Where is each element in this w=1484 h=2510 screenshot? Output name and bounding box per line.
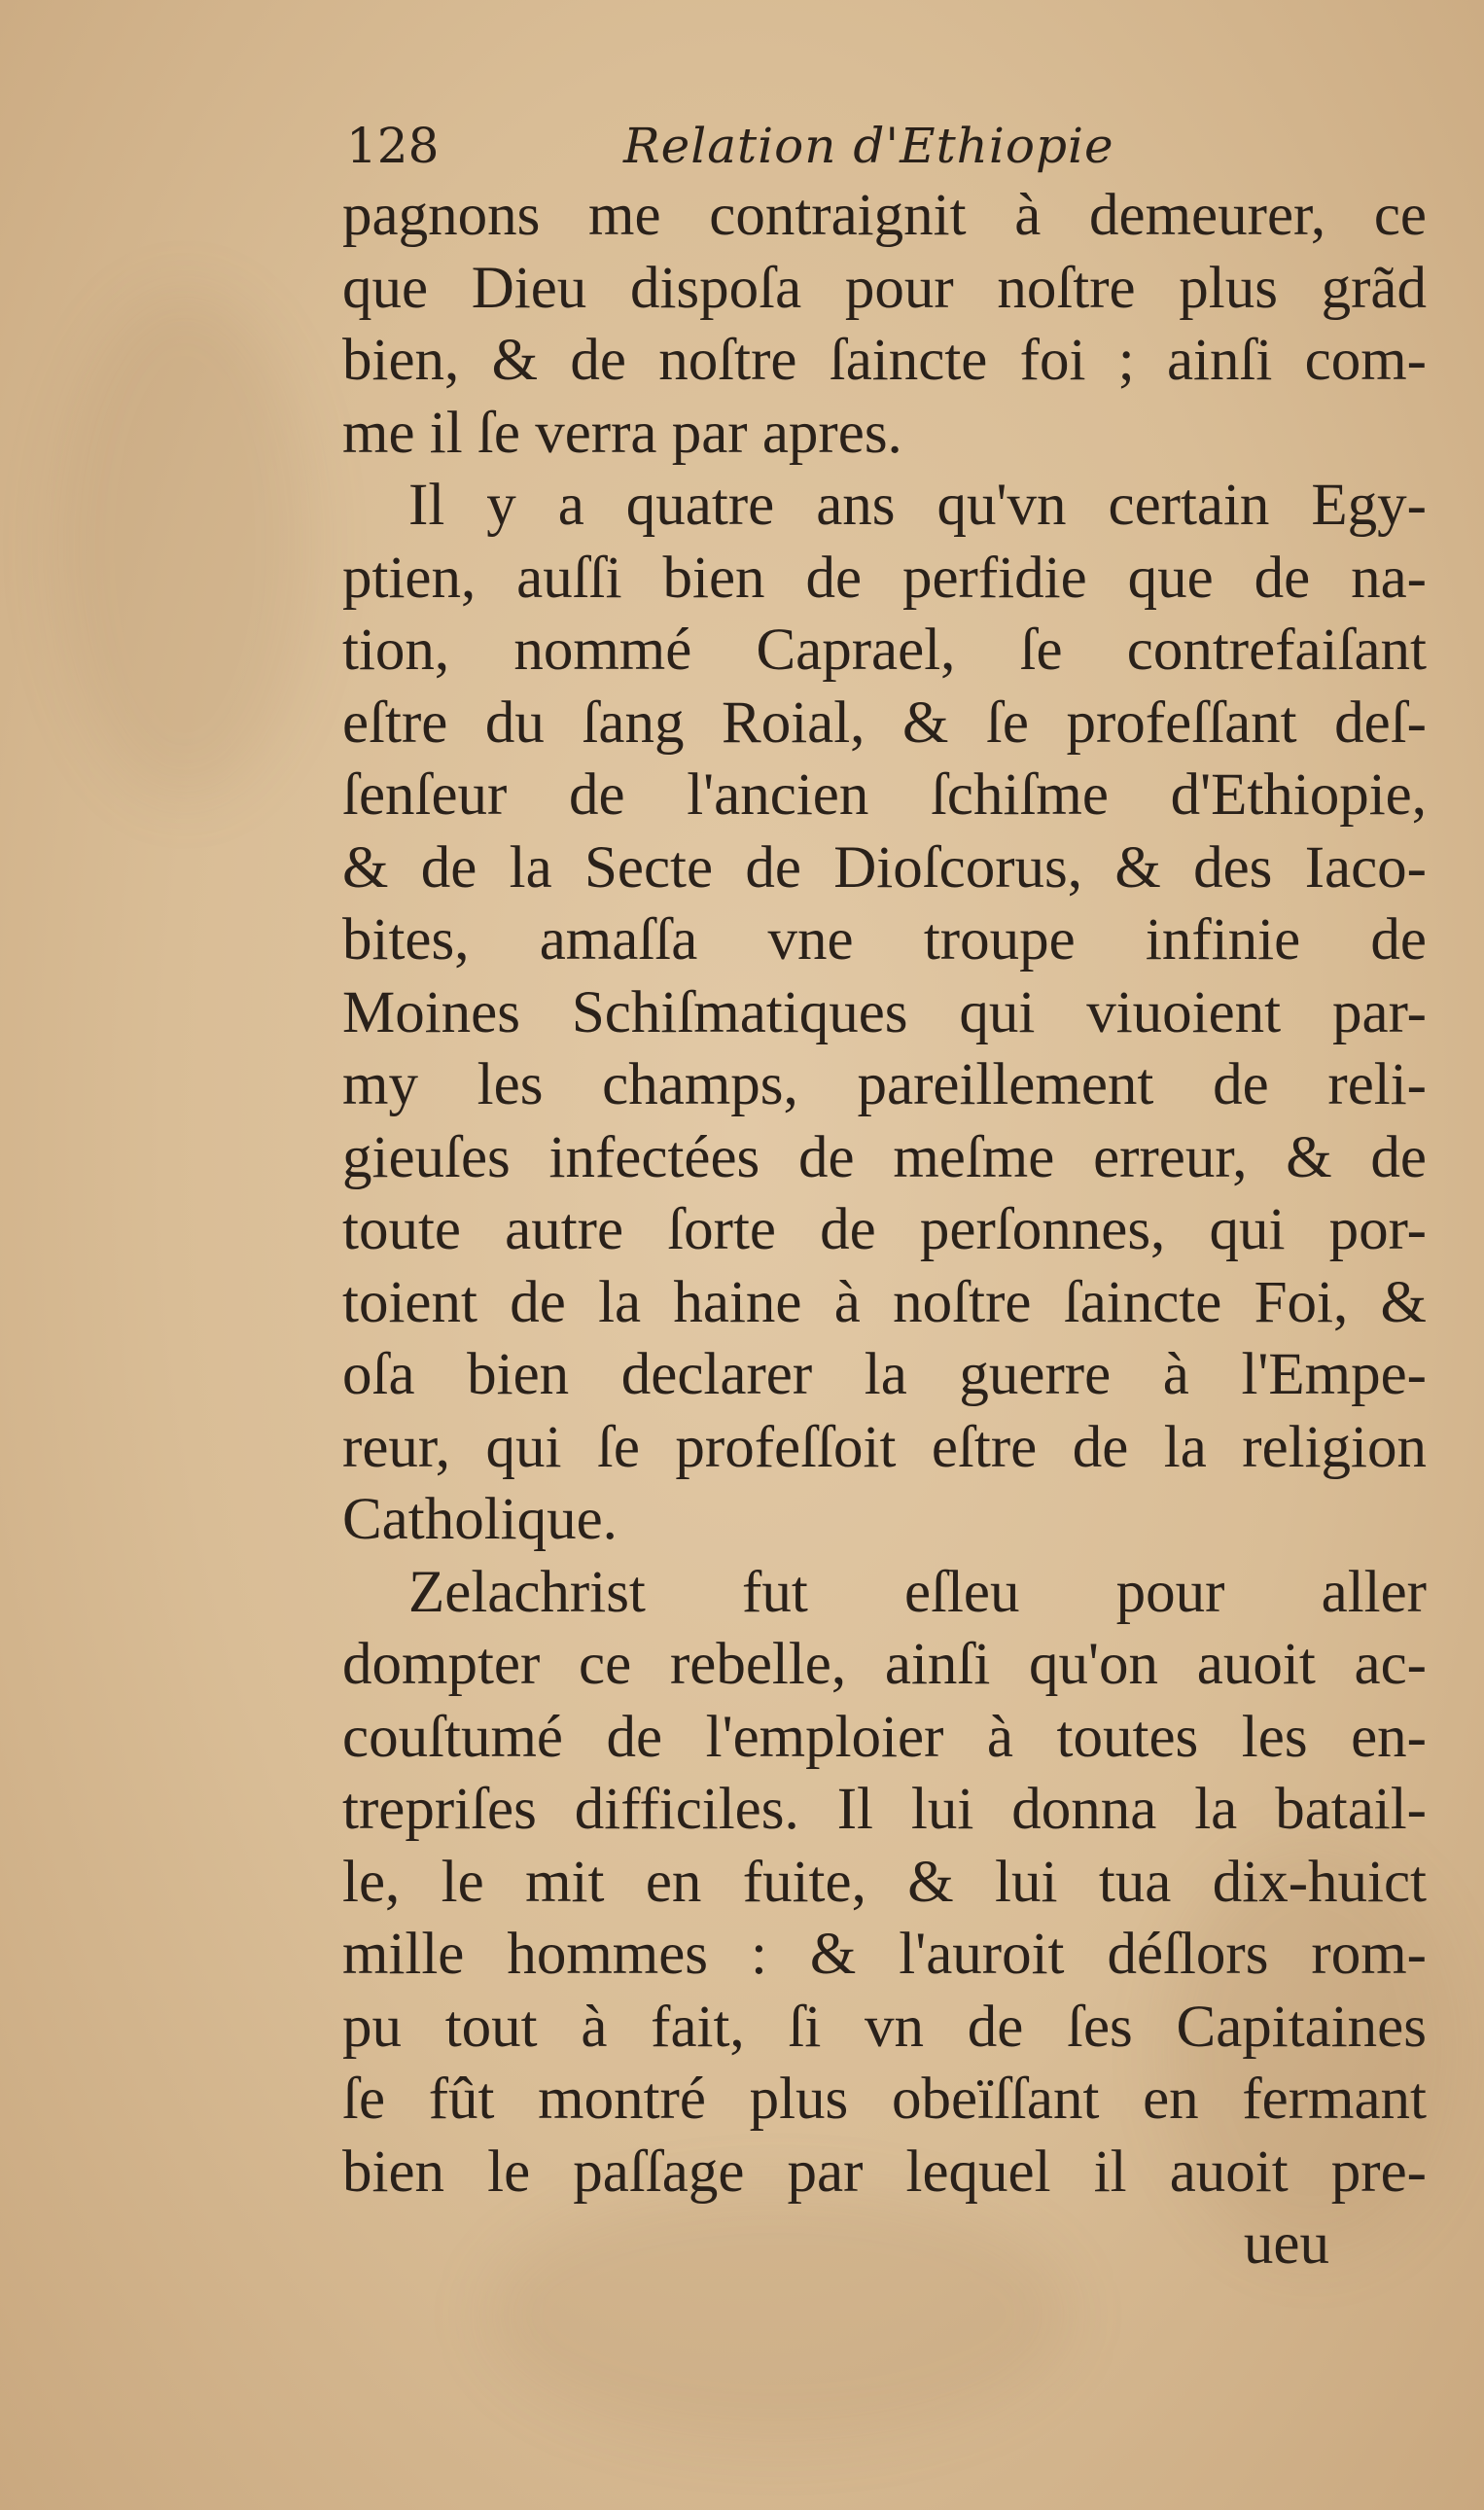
text-line: couſtumé de l'emploier à toutes les en- — [342, 1704, 1427, 1770]
text-line: Zelachrist fut eſleu pour aller — [408, 1559, 1427, 1625]
text-line: Il y a quatre ans qu'vn certain Egy- — [408, 473, 1427, 538]
text-line: ſe fût montré plus obeïſſant en fermant — [342, 2067, 1427, 2132]
text-line: Catholique. — [342, 1487, 618, 1552]
text-line: bien le paſſage par lequel il auoit pre- — [342, 2139, 1427, 2205]
text-line: toute autre ſorte de perſonnes, qui por- — [342, 1197, 1427, 1262]
text-line: mille hommes : & l'auroit déſlors rom- — [342, 1922, 1427, 1987]
text-line: Moines Schiſmatiques qui viuoient par- — [342, 979, 1427, 1045]
page-body — [342, 180, 1427, 2281]
page-header — [346, 107, 1416, 185]
text-line: bites, amaſſa vne troupe infinie de — [342, 907, 1427, 972]
text-line: que Dieu dispoſa pour noſtre plus grãd — [342, 255, 1427, 321]
text-line: gieuſes infectées de meſme erreur, & de — [342, 1124, 1427, 1190]
text-line: me il ſe verra par apres. — [342, 400, 902, 466]
running-title: Relation d'Ethiopie — [623, 118, 1114, 174]
text-line: ptien, auſſi bien de perfidie que de na- — [342, 545, 1427, 611]
paper-stain — [58, 292, 311, 797]
text-line: reur, qui ſe profeſſoit eſtre de la religion — [342, 1414, 1427, 1480]
text-line: trepriſes difficiles. Il lui donna la batail- — [342, 1777, 1427, 1842]
text-line: le, le mit en fuite, & lui tua dix-huict — [342, 1849, 1427, 1915]
page-number: 128 — [346, 118, 440, 174]
text-line: pu tout à fait, ſi vn de ſes Capitaines — [342, 1994, 1427, 2060]
text-line: dompter ce rebelle, ainſi qu'on auoit ac- — [342, 1632, 1427, 1697]
text-line: toient de la haine à noſtre ſaincte Foi, & — [342, 1269, 1427, 1335]
text-line: & de la Secte de Dioſcorus, & des Iaco- — [342, 834, 1427, 901]
text-line: ſenſeur de l'ancien ſchiſme d'Ethiopie, — [342, 762, 1427, 828]
text-line: bien, & de noſtre ſaincte foi ; ainſi com- — [342, 328, 1427, 393]
catchword: ueu — [1243, 2211, 1329, 2277]
text-line: tion, nommé Caprael, ſe contrefaiſant — [342, 618, 1427, 683]
text-line: pagnons me contraignit à demeurer, ce — [342, 183, 1427, 248]
text-line: eſtre du ſang Roial, & ſe profeſſant deſ- — [342, 689, 1427, 756]
text-line: oſa bien declarer la guerre à l'Empe- — [342, 1342, 1427, 1407]
text-line: my les champs, pareillement de reli- — [342, 1052, 1427, 1117]
